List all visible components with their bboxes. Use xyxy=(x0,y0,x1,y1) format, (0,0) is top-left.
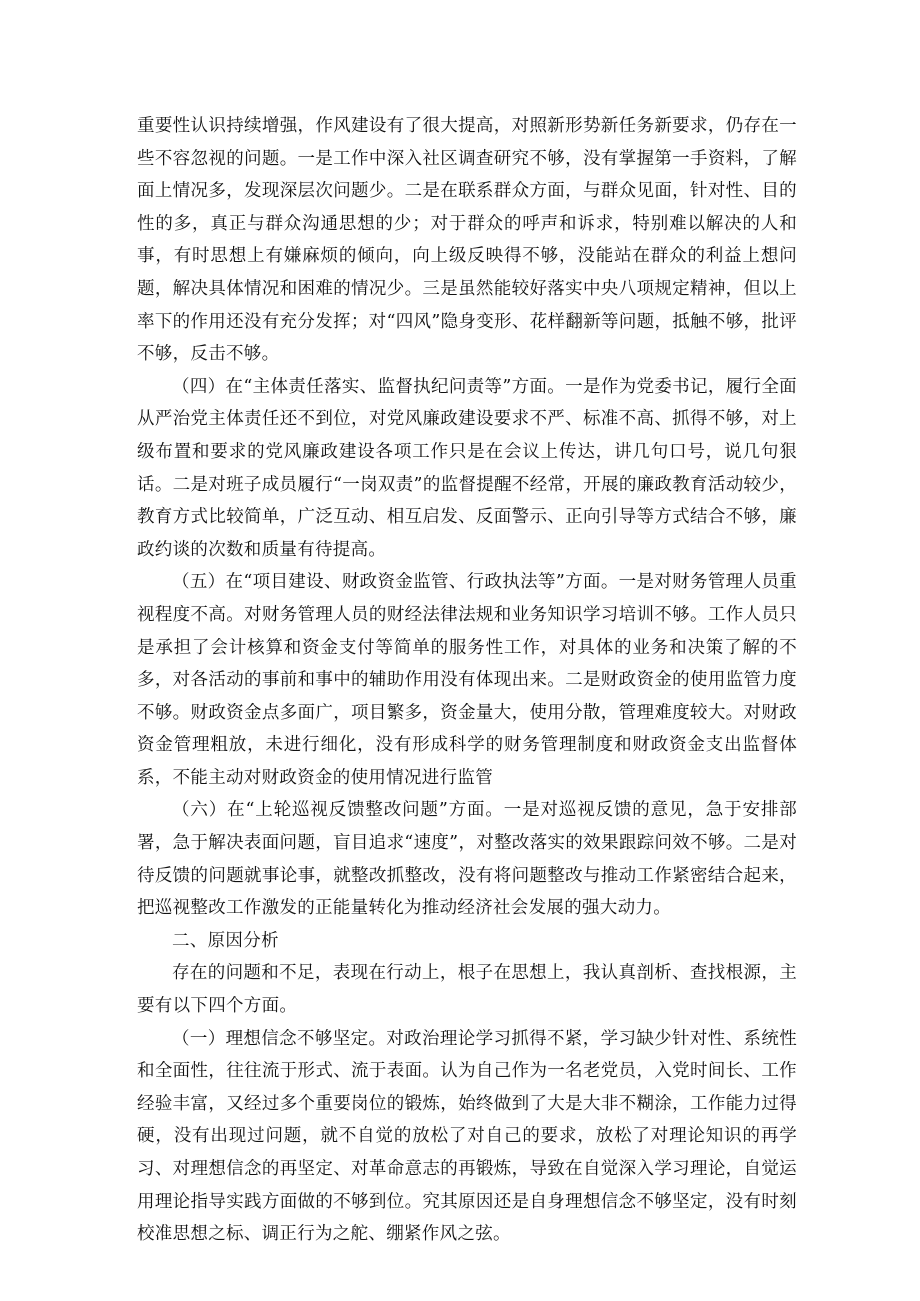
paragraph-cause-one: （一）理想信念不够坚定。对政治理论学习抓得不紧，学习缺少针对性、系统性和全面性，往往流于形式、流于表面。认为自己作为一名老党员，入党时间长、工作经验丰富，又经过多个重要岗位的锻炼，始终做到了大是大非不糊涂，工作能力过得硬，没有出现过问题，就不自觉的放松了对自己的要求，放松了对理论知识的再学习、对理想信念的再坚定、对革命意志的再锻炼，导致在自觉深入学习理论，自觉运用理论指导实践方面做的不够到位。究其原因还是自身理想信念不够坚定，没有时刻校准思想之标、调正行为之舵、绷紧作风之弦。 xyxy=(137,1028,797,1245)
paragraph-section-four: （四）在“主体责任落实、监督执纪问责等”方面。一是作为党委书记，履行全面从严治党主体责任还不到位，对党风廉政建设要求不严、标准不高、抓得不够，对上级布置和要求的党风廉政建设各项工作只是在会议上传达，讲几句口号，说几句狠话。二是对班子成员履行“一岗双责”的监督提醒不经常，开展的廉政教育活动较少，教育方式比较简单，广泛互动、相互启发、反面警示、正向引导等方式结合不够，廉政约谈的次数和质量有待提高。 xyxy=(137,376,797,560)
section-heading-cause-analysis: 二、原因分析 xyxy=(172,930,279,951)
paragraph-section-five: （五）在“项目建设、财政资金监管、行政执法等”方面。一是对财务管理人员重视程度不高。对财务管理人员的财经法律法规和业务知识学习培训不够。工作人员只是承担了会计核算和资金支付等简单的服务性工作，对具体的业务和决策了解的不多，对各活动的事前和事中的辅助作用没有体现出来。二是财政资金的使用监管力度不够。财政资金点多面广，项目繁多，资金量大，使用分散，管理难度较大。对财政资金管理粗放，未进行细化，没有形成科学的财务管理制度和财政资金支出监督体系，不能主动对财政资金的使用情况进行监管 xyxy=(137,572,797,788)
document-body xyxy=(137,110,797,1251)
paragraph-continuation: 重要性认识持续增强，作风建设有了很大提高，对照新形势新任务新要求，仍存在一些不容忽视的问题。一是工作中深入社区调查研究不够，没有掌握第一手资料，了解面上情况多，发现深层次问题少。二是在联系群众方面，与群众见面，针对性、目的性的多，真正与群众沟通思想的少；对于群众的呼声和诉求，特别难以解决的人和事，有时思想上有嫌麻烦的倾向，向上级反映得不够，没能站在群众的利益上想问题，解决具体情况和困难的情况少。三是虽然能较好落实中央八项规定精神，但以上率下的作用还没有充分发挥；对“四风”隐身变形、花样翻新等问题，抵触不够，批评不够，反击不够。 xyxy=(137,116,797,365)
paragraph-cause-intro: 存在的问题和不足，表现在行动上，根子在思想上，我认真剖析、查找根源，主要有以下四个方面。 xyxy=(137,963,797,1017)
paragraph-section-six: （六）在“上轮巡视反馈整改问题”方面。一是对巡视反馈的意见，急于安排部署，急于解决表面问题，盲目追求“速度”，对整改落实的效果跟踪问效不够。二是对待反馈的问题就事论事，就整改抓整改，没有将问题整改与推动工作紧密结合起来，把巡视整改工作激发的正能量转化为推动经济社会发展的强大动力。 xyxy=(137,800,797,919)
